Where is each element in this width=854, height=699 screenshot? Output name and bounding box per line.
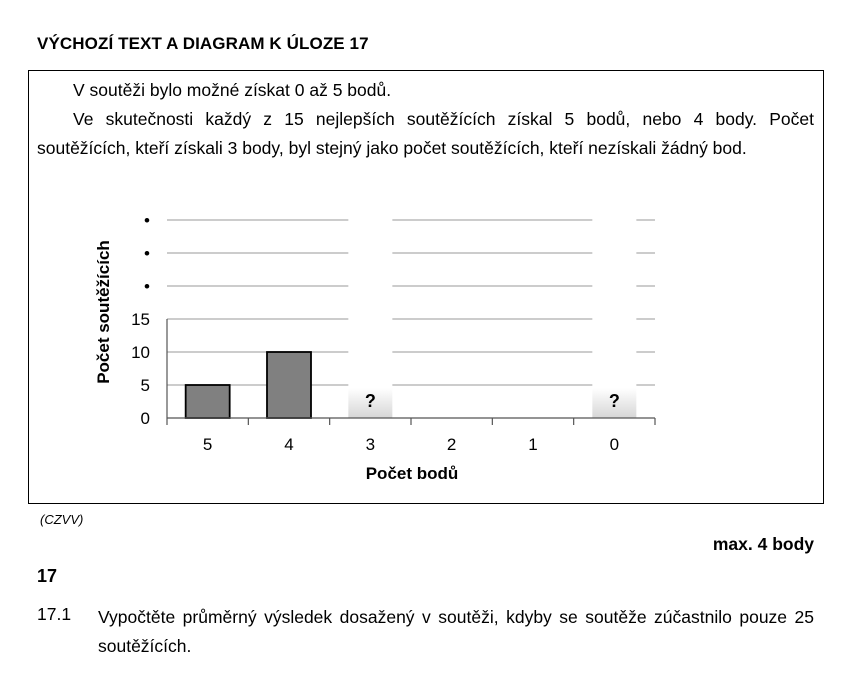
- x-tick-label: 0: [609, 435, 620, 454]
- y-tick-label: 15: [131, 310, 150, 329]
- x-tick-label: 1: [528, 435, 538, 454]
- x-tick-label: 3: [365, 435, 376, 454]
- y-tick-label: 0: [140, 409, 150, 428]
- max-points: max. 4 body: [712, 534, 814, 554]
- y-tick-label: •: [144, 211, 150, 230]
- intro-line-2: Ve skutečnosti každý z 15 nejlepších soutěžících získal 5 bodů, nebo 4 body. Počet soutěžících, kteří získali 3 body, byl stejný jako počet soutěžících, kteří nezískali žádný bod.: [37, 109, 814, 158]
- y-tick-label: •: [144, 244, 150, 263]
- bar: [186, 385, 230, 418]
- y-axis-label: Počet soutěžících: [94, 240, 113, 384]
- y-tick-label: 5: [140, 376, 150, 395]
- unknown-marker: ?: [364, 391, 376, 411]
- source-note: (CZVV): [40, 512, 84, 527]
- unknown-marker: ?: [608, 391, 620, 411]
- x-axis-label: Počet bodů: [365, 464, 459, 483]
- bar-chart: [90, 200, 690, 490]
- section-heading: VÝCHOZÍ TEXT A DIAGRAM K ÚLOZE 17: [37, 34, 369, 53]
- unknown-column: [348, 210, 392, 417]
- bar: [267, 352, 311, 418]
- intro-line-1: V soutěži bylo možné získat 0 až 5 bodů.: [73, 80, 392, 100]
- x-tick-label: 5: [202, 435, 213, 454]
- x-tick-label: 2: [446, 435, 457, 454]
- subquestion-text: Vypočtěte průměrný výsledek dosažený v soutěži, kdyby se soutěže zúčastnilo pouze 25 soutěžících.: [98, 607, 814, 656]
- question-number: 17: [37, 566, 58, 586]
- subquestion-number: 17.1: [37, 604, 72, 624]
- y-tick-label: 10: [131, 343, 150, 362]
- unknown-column: [592, 210, 636, 417]
- y-tick-label: •: [144, 277, 150, 296]
- x-tick-label: 4: [284, 435, 294, 454]
